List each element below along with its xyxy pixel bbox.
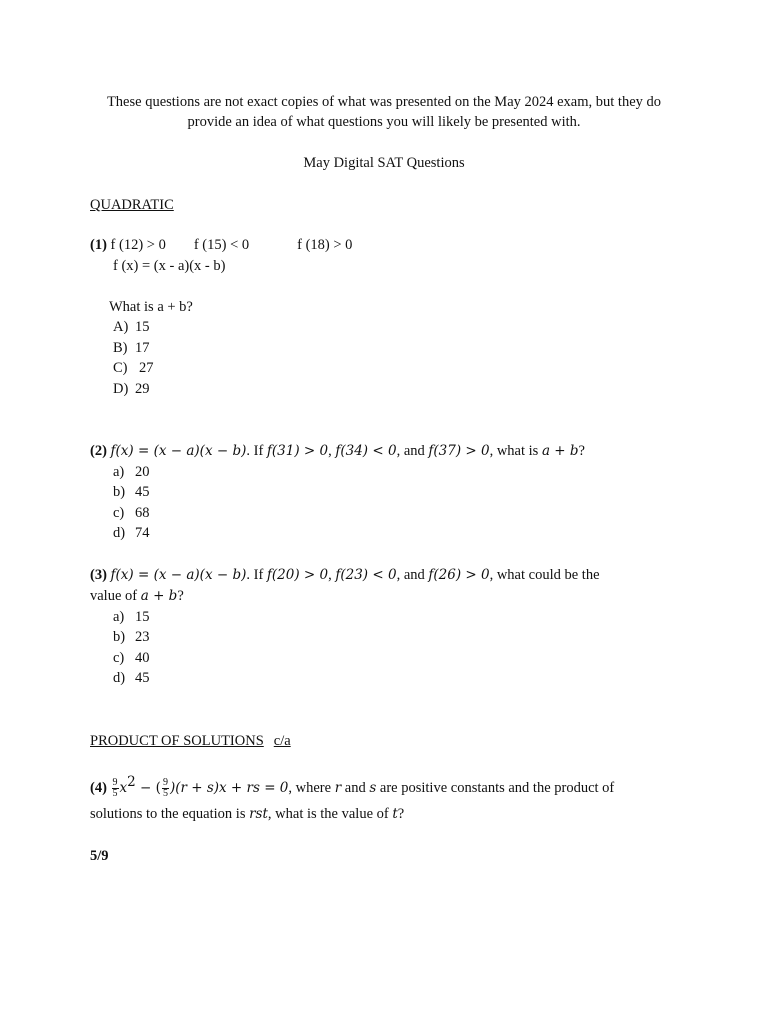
q3-option-b: b) 23 <box>113 629 150 645</box>
q1-question: What is a + b? <box>109 299 193 315</box>
page-title: May Digital SAT Questions <box>303 155 465 171</box>
fraction-nine-fifths: $\frac{9}{5}$ <box>112 777 118 799</box>
q2-option-d: d) 74 <box>113 525 150 541</box>
section-heading-quadratic: QUADRATIC <box>90 197 174 213</box>
intro-line-2: provide an idea of what questions you will likely be presented with. <box>187 114 581 130</box>
q1-condition-1: f (12) > 0 <box>110 237 166 253</box>
q1-option-a: A) 15 <box>113 319 150 335</box>
fraction-nine-fifths-2: $\frac{9}{5}$ <box>162 777 168 799</box>
intro-line-1: These questions are not exact copies of what was presented on the May 2024 exam, but they do <box>106 94 662 110</box>
question-3-stem: (3) f(x) = (x − a)(x − b). If f(20) > 0, f(23) < 0, and f(26) > 0, what could be the <box>90 567 600 583</box>
q3-option-a: a) 15 <box>113 609 150 625</box>
question-2-number: (2) <box>90 443 107 459</box>
q2-option-a: a) 20 <box>113 464 150 480</box>
question-4-stem-cont: solutions to the equation is rst, what is the value of t? <box>90 806 405 822</box>
section-heading-product: PRODUCT OF SOLUTIONS c/a <box>90 733 291 749</box>
q2-option-c: c) 68 <box>113 505 150 521</box>
question-2-stem: (2) f(x) = (x − a)(x − b). If f(31) > 0, f(34) < 0, and f(37) > 0, what is a + b? <box>90 443 585 459</box>
product-note: c/a <box>273 733 291 749</box>
question-1-number: (1) <box>90 237 107 253</box>
q1-function: f (x) = (x - a)(x - b) <box>113 258 226 274</box>
answer-value: 5/9 <box>90 848 109 864</box>
question-4-number: (4) <box>90 779 107 796</box>
question-3-stem-cont: value of a + b? <box>90 588 184 604</box>
question-3-number: (3) <box>90 567 107 583</box>
question-1-conditions <box>90 237 352 254</box>
q3-option-d: d) 45 <box>113 670 150 686</box>
q2-option-b: b) 45 <box>113 484 150 500</box>
q1-option-d: D) 29 <box>113 381 150 397</box>
q3-option-c: c) 40 <box>113 650 150 666</box>
q1-condition-2: f (15) < 0 <box>193 237 250 253</box>
q1-condition-3: f (18) > 0 <box>297 237 353 253</box>
q1-option-c: C) 27 <box>113 360 154 376</box>
question-4-stem: (4) $\frac{9}{5}$ $x^2$ − ( $\frac{9}{5}$ )(r + s)x + rs = 0, where r and s are positive constants and the product of <box>90 774 615 799</box>
q1-option-b: B) 17 <box>113 340 150 356</box>
